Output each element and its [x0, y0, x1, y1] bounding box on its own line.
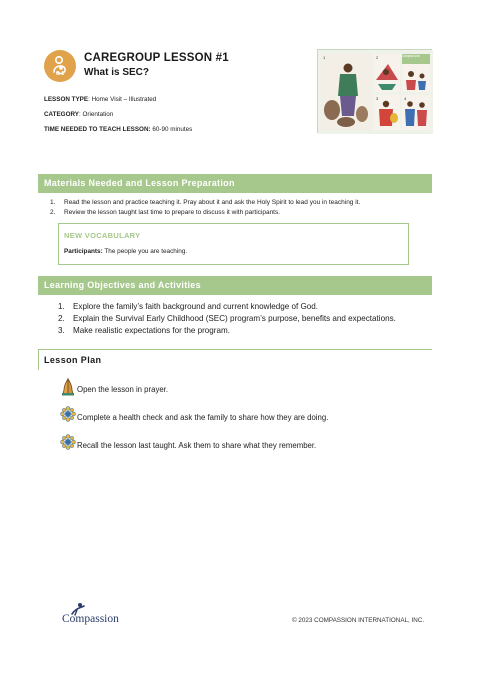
vocabulary-title: NEW VOCABULARY [64, 231, 141, 240]
objectives-section-header [38, 276, 432, 295]
list-item-number: 1. [50, 199, 56, 206]
footer-brand: Compassion [62, 613, 119, 625]
panel-number-1: 1 [323, 55, 326, 60]
vocabulary-box [58, 223, 409, 265]
panel-number-2: 2 [376, 55, 379, 60]
lesson-subtitle: What is SEC? [84, 67, 150, 78]
lesson-time [44, 126, 192, 133]
vocabulary-entry [64, 248, 187, 255]
list-item-text: Explain the Survival Early Childhood (SEC) program’s purpose, benefits and expectations. [73, 314, 396, 323]
materials-heading: Materials Needed and Lesson Preparation [44, 178, 235, 188]
materials-section-header [38, 174, 432, 193]
illustration-brand: Compassion [400, 53, 420, 58]
compassion-logo [62, 604, 132, 628]
list-item-text: Make realistic expectations for the program. [73, 326, 230, 335]
list-item-number: 1. [58, 302, 65, 311]
lesson-title: CAREGROUP LESSON #1 [84, 52, 229, 64]
praying-hands-icon [60, 378, 76, 396]
time-label: TIME NEEDED TO TEACH LESSON: [44, 126, 151, 133]
copyright: © 2023 COMPASSION INTERNATIONAL, INC. [292, 617, 425, 624]
list-item-number: 2. [50, 209, 56, 216]
lesson-illustration [317, 49, 432, 133]
sun-flower-icon [60, 434, 76, 450]
lesson-step-text: Complete a health check and ask the family to share how they are doing. [77, 413, 329, 422]
time-value: 60-90 minutes [150, 126, 193, 133]
lesson-plan-heading: Lesson Plan [44, 355, 102, 365]
list-item-number: 2. [58, 314, 65, 323]
lesson-plan-header [38, 349, 432, 370]
mother-child-icon [44, 50, 76, 82]
panel-number-3: 3 [376, 96, 379, 101]
sun-flower-icon [60, 406, 76, 422]
panel-number-4: 4 [404, 96, 407, 101]
badge-code: O-1 [55, 71, 65, 77]
objectives-heading: Learning Objectives and Activities [44, 280, 201, 290]
vocabulary-term: Participants: [64, 248, 103, 255]
list-item-text: Explore the family’s faith background and current knowledge of God. [73, 302, 319, 311]
category-label: CATEGORY [44, 111, 79, 118]
lesson-step-text: Open the lesson in prayer. [77, 385, 169, 394]
vocabulary-definition: The people you are teaching. [102, 248, 188, 255]
list-item-number: 3. [58, 326, 65, 335]
lesson-badge [44, 50, 76, 82]
lesson-type-value: : Home Visit – Illustrated [88, 96, 157, 103]
lesson-step-text: Recall the lesson last taught. Ask them to share what they remember. [77, 441, 317, 450]
lesson-type [44, 96, 156, 103]
category-value: : Orientation [78, 111, 114, 118]
lesson-type-label: LESSON TYPE [44, 96, 89, 103]
list-item-text: Review the lesson taught last time to prepare to discuss it with participants. [64, 209, 281, 216]
list-item-text: Read the lesson and practice teaching it. Pray about it and ask the Holy Spirit to lead you in teaching it. [64, 199, 361, 206]
illustration-drawing [318, 50, 433, 134]
lesson-category [44, 111, 113, 118]
